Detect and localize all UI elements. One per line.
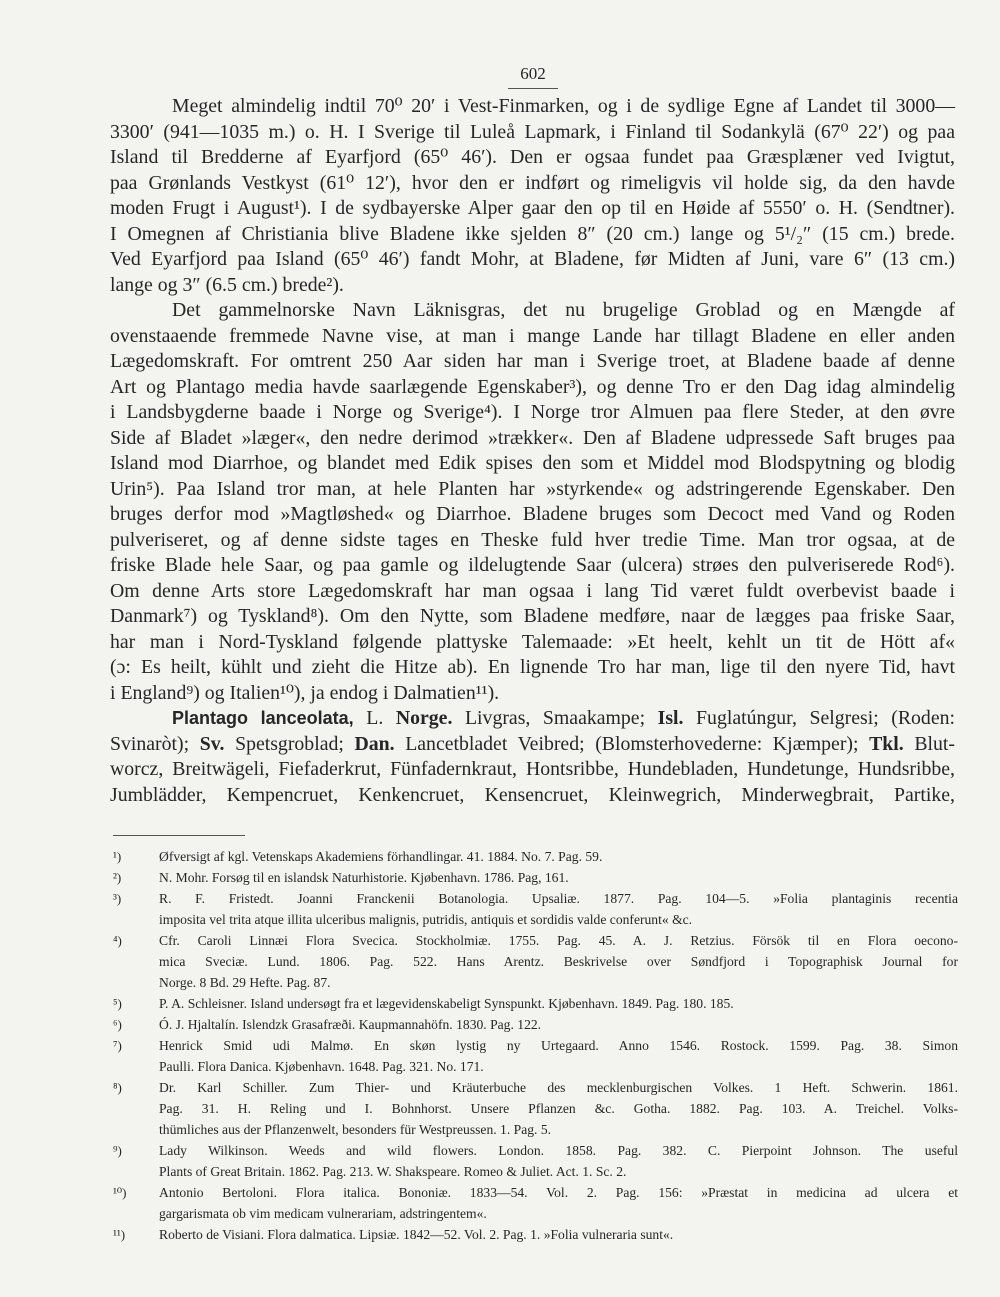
emphasis-text: Isl. — [657, 707, 684, 729]
species-line — [110, 783, 955, 809]
text-line: Urin⁵). Paa Island tror man, at hele Planten har »styrkende« og adstringerende Egenskaber. Den — [110, 477, 955, 500]
text-line: moden Frugt i August¹). I de sydbayerske Alper gaar den op til en Høide af 5550′ o. H. (Sendtner). — [110, 197, 955, 219]
footnote-number: ⁷) — [113, 1038, 122, 1053]
text-run: Blut- — [903, 732, 955, 755]
text-line: Om denne Arts store Lægedomskraft har man ogsaa i lang Tid været fuldt overbevist baade i — [110, 579, 955, 602]
footnote-number: ²) — [113, 870, 122, 885]
text-line: Meget almindelig indtil 70⁰ 20′ i Vest-Finmarken, og i de sydlige Egne af Landet til 3000— — [172, 95, 955, 117]
footnote — [113, 1035, 958, 1077]
footnote-line: mica Sveciæ. Lund. 1806. Pag. 522. Hans Arentz. Beskrivelse over Søndfjord i Topographisk Journal for — [159, 954, 958, 969]
text-line: (ɔ: Es heilt, kühlt und zieht die Hitze ab). En lignende Tro har man, lige til den nyere Tid, havt — [110, 656, 955, 678]
footnote-text — [159, 888, 958, 930]
footnote — [113, 993, 958, 1014]
footnote — [113, 888, 958, 930]
page-number: 602 — [520, 64, 546, 83]
emphasis-text: Tkl. — [869, 732, 904, 755]
footnote-text — [159, 1014, 958, 1035]
text-line: friske Blade hele Saar, og paa gamle og ildelugtende Saar (ulcera) strøes den pulveriserede Rod⁶). — [110, 554, 955, 576]
footnote-text — [159, 1224, 958, 1245]
footnote-line: imposita vel trita atque illita ulceribus malignis, putridis, antiquis et sordidis valde conferunt« &c. — [159, 912, 693, 927]
text-line: Side af Bladet »læger«, den nedre derimod »trækker«. Den af Bladene udpressede Saft bruges paa — [110, 426, 955, 449]
footnote-text — [159, 1077, 958, 1140]
footnote — [113, 1077, 958, 1140]
footnote-line: thümliches aus der Pflanzenwelt, besonders für Westpreussen. 1. Pag. 5. — [159, 1122, 552, 1137]
footnote — [113, 1140, 958, 1182]
text-run: Livgras, Smaakampe; — [452, 707, 658, 729]
footnote — [113, 1224, 958, 1245]
text-line: Ved Eyarfjord paa Island (65⁰ 46′) fandt Mohr, at Bladene, før Midten af Juni, vare 6″ (13 cm.) — [110, 248, 955, 270]
text-line: Det gammelnorske Navn Läknisgras, det nu brugelige Groblad og en Mængde af — [172, 299, 955, 321]
footnote-number: ⁹) — [113, 1143, 122, 1158]
footnote-line: Plants of Great Britain. 1862. Pag. 213. W. Shakspeare. Romeo & Juliet. Act. 1. Sc. 2. — [159, 1164, 627, 1179]
footnote — [113, 867, 958, 888]
text-line: Art og Plantago media havde saarlægende Egenskaber³), og denne Tro er den Dag idag almindelig — [110, 375, 955, 398]
footnotes — [113, 846, 958, 1245]
text-run: L. — [353, 707, 396, 729]
footnote-line: Dr. Karl Schiller. Zum Thier- und Kräuterbuche des mecklenburgischen Volkes. 1 Heft. Schwerin. 1861. — [159, 1080, 958, 1095]
footnote-text — [159, 993, 958, 1014]
page-number-underline — [508, 88, 558, 89]
footnote-number: ¹¹) — [113, 1227, 126, 1242]
main-text — [110, 94, 955, 808]
text-line: I Omegnen af Christiania blive Bladene ikke sjelden 8″ (20 cm.) lange og 5¹/₂″ (15 cm.) brede. — [110, 222, 955, 245]
footnote-line: Pag. 31. H. Reling und I. Bohnhorst. Unsere Pflanzen &c. Gotha. 1882. Pag. 103. A. Treichel. Volks- — [159, 1101, 958, 1116]
footnote-number: ⁸) — [113, 1080, 122, 1095]
emphasis-text: Sv. — [199, 732, 225, 755]
text-line: pulveriseret, og af denne sidste tages en Theske fuld hver tredie Time. Man tror ogsaa, at de — [110, 528, 955, 551]
footnote-line: Øfversigt af kgl. Vetenskaps Akademiens förhandlingar. 41. 1884. No. 7. Pag. 59. — [159, 849, 603, 864]
footnote-number: ⁵) — [113, 996, 122, 1011]
emphasis-text: Dan. — [354, 732, 395, 755]
footnote-line: Norge. 8 Bd. 29 Hefte. Pag. 87. — [159, 975, 331, 990]
footnote-line: R. F. Fristedt. Joanni Franckenii Botanologia. Upsaliæ. 1877. Pag. 104—5. »Folia plantaginis recentia — [159, 891, 958, 906]
footnote-text — [159, 930, 958, 993]
footnote-number: ⁶) — [113, 1017, 122, 1032]
text-line: bruges derfor mod »Magtløshed« og Diarrhoe. Bladene bruges som Decoct med Vand og Roden — [110, 503, 955, 525]
text-line: Lægedomskraft. For omtrent 250 Aar siden har man i Sverige troet, at Bladene baade af denne — [110, 350, 955, 372]
text-run: Spetsgroblad; — [224, 732, 355, 755]
footnote-number: ¹) — [113, 849, 122, 864]
species-line — [110, 757, 955, 783]
footnote-line: Ó. J. Hjaltalín. Islendzk Grasafræði. Kaupmannahöfn. 1830. Pag. 122. — [159, 1017, 542, 1032]
text-run: Lancetbladet Veibred; (Blomsterhovederne: Kjæmper); — [394, 732, 870, 755]
footnote-number: ¹⁰) — [113, 1185, 127, 1200]
body-paragraphs — [110, 94, 955, 706]
text-line: Danmark⁷) og Tyskland⁸). Om den Nytte, som Bladene medføre, naar de lægges paa friske Saar, — [110, 605, 955, 627]
footnote-line: N. Mohr. Forsøg til en islandsk Naturhistorie. Kjøbenhavn. 1786. Pag, 161. — [159, 870, 569, 885]
text-line: Island til Bredderne af Eyarfjord (65⁰ 46′). Den er ogsaa fundet paa Græsplæner ved Ivigtut, — [110, 146, 955, 168]
text-line: lange og 3″ (6.5 cm.) brede²). — [110, 273, 344, 296]
text-line: Island mod Diarrhoe, og blandet med Edik spises den som et Middel mod Blodspytning og blodig — [110, 452, 955, 474]
emphasis-text: Norge. — [395, 707, 453, 729]
footnote-line: gargarismata ob vim medicam vulnerariam, adstringentem«. — [159, 1206, 487, 1221]
footnote — [113, 1014, 958, 1035]
text-line: paa Grønlands Vestkyst (61⁰ 12′), hvor den er indført og rimeligvis vil holde sig, da den havde — [110, 171, 955, 194]
footnote-line: Lady Wilkinson. Weeds and wild flowers. London. 1858. Pag. 382. C. Pierpoint Johnson. The useful — [159, 1143, 958, 1158]
footnote-text — [159, 1035, 958, 1077]
text-run: Fuglatúngur, Selgresi; (Roden: — [683, 707, 955, 729]
footnote-text — [159, 846, 958, 867]
species-line — [110, 732, 955, 758]
footnote — [113, 846, 958, 867]
text-line: har man i Nord-Tyskland følgende plattyske Talemaade: »Et heelt, kehlt un tit de Hött af« — [110, 630, 955, 653]
text-run: worcz, Breitwägeli, Fiefaderkrut, Fünfadernkraut, Hontsribbe, Hundebladen, Hundetunge, Hundsribbe, — [110, 758, 955, 780]
footnote-line: Roberto de Visiani. Flora dalmatica. Lipsiæ. 1842—52. Vol. 2. Pag. 1. »Folia vulneraria sunt«. — [159, 1227, 674, 1242]
text-line: 3300′ (941—1035 m.) o. H. I Sverige til Luleå Lapmark, i Finland til Sodankylä (67⁰ 22′) og paa — [110, 120, 955, 143]
footnote — [113, 1182, 958, 1224]
text-line: i Landsbygderne baade i Norge og Sverige⁴). I Norge tror Almuen paa flere Steder, at den øvre — [110, 401, 955, 423]
footnote — [113, 930, 958, 993]
footnote-text — [159, 867, 958, 888]
footnote-line: P. A. Schleisner. Island undersøgt fra et lægevidenskabeligt Synspunkt. Kjøbenhavn. 1849. Pag. 180. 185. — [159, 996, 734, 1011]
footnote-text — [159, 1182, 958, 1224]
footnote-line: Henrick Smid udi Malmø. En skøn lystig ny Urtegaard. Anno 1546. Rostock. 1599. Pag. 38. Simon — [159, 1038, 958, 1053]
footnote-line: Paulli. Flora Danica. Kjøbenhavn. 1648. Pag. 321. No. 171. — [159, 1059, 484, 1074]
footnote-rule — [113, 835, 245, 836]
footnote-line: Antonio Bertoloni. Flora italica. Bononiæ. 1833—54. Vol. 2. Pag. 156: »Præstat in medicina ad ulcera et — [159, 1185, 958, 1200]
text-line: i England⁹) og Italien¹⁰), ja endog i Dalmatien¹¹). — [110, 681, 500, 704]
footnote-line: Cfr. Caroli Linnæi Flora Svecica. Stockholmiæ. 1755. Pag. 45. A. J. Retzius. Försök til en Flora oecono- — [159, 933, 958, 948]
text-run: Svinaròt); — [110, 732, 200, 755]
footnote-number: ⁴) — [113, 933, 122, 948]
emphasis-text: Plantago lanceolata, — [172, 708, 354, 728]
species-line — [110, 706, 955, 732]
text-line: ovenstaaende fremmede Navne vise, at man i mange Lande har tillagt Bladene en eller anden — [110, 324, 955, 347]
species-entry — [110, 706, 955, 808]
footnote-number: ³) — [113, 891, 122, 906]
text-run: Jumblädder, Kempencruet, Kenkencruet, Kensencruet, Kleinwegrich, Minderwegbrait, Partike, — [110, 783, 955, 806]
footnote-text — [159, 1140, 958, 1182]
